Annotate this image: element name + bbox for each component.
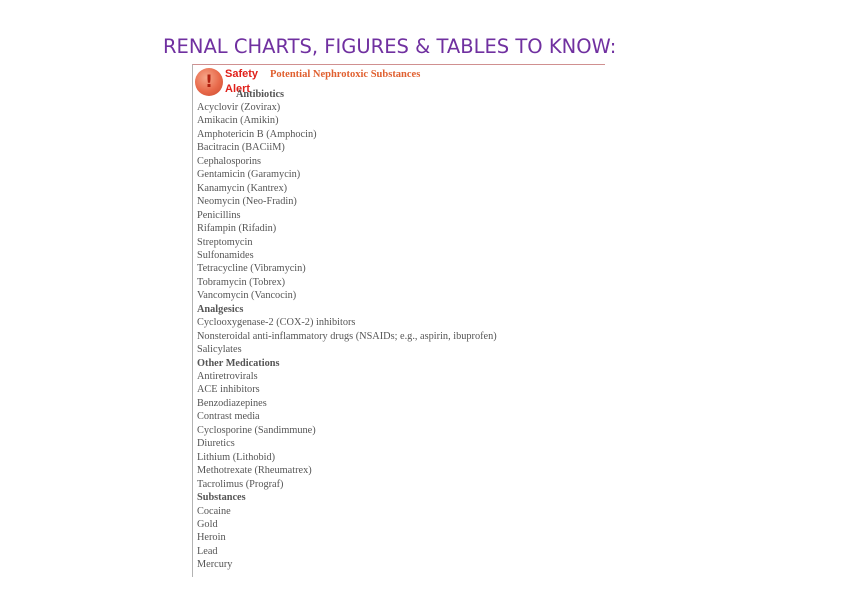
list-item: Bacitracin (BACiiM) — [197, 142, 285, 154]
list-item: Contrast media — [197, 411, 260, 423]
list-item: Kanamycin (Kantrex) — [197, 182, 288, 194]
list-item: Cocaine — [197, 505, 231, 517]
panel-title: Potential Nephrotoxic Substances — [270, 69, 421, 80]
list-item: Antiretrovirals — [197, 371, 258, 382]
list-item: Heroin — [197, 532, 226, 544]
list-item: Nonsteroidal anti-inflammatory drugs (NSAIDs; e.g., aspirin, ibuprofen) — [197, 330, 497, 342]
list-item: Rifampin (Rifadin) — [197, 223, 277, 235]
list-item: Gold — [197, 518, 218, 530]
page-title: RENAL CHARTS, FIGURES & TABLES TO KNOW: — [163, 35, 617, 58]
safety-alert-label-safety: Safety — [225, 68, 259, 80]
section-heading: Analgesics — [197, 303, 244, 315]
list-item: Cyclooxygenase-2 (COX-2) inhibitors — [197, 317, 356, 329]
safety-alert-panel — [192, 64, 605, 577]
list-item: Salicylates — [197, 344, 242, 356]
list-item: Tobramycin (Tobrex) — [197, 276, 286, 288]
list-item: Gentamicin (Garamycin) — [197, 169, 301, 181]
list-item: Neomycin (Neo-Fradin) — [197, 196, 297, 208]
exclamation-icon: ! — [195, 68, 223, 96]
list-item: Amikacin (Amikin) — [197, 115, 279, 127]
list-item: Mercury — [197, 559, 233, 571]
list-item: Lithium (Lithobid) — [197, 451, 276, 463]
list-item: Acyclovir (Zovirax) — [197, 102, 281, 113]
list-item: Streptomycin — [197, 236, 253, 248]
list-item: Amphotericin B (Amphocin) — [197, 128, 317, 140]
section-heading: Substances — [197, 492, 246, 504]
list-item: Cephalosporins — [197, 155, 262, 167]
list-item: Diuretics — [197, 438, 235, 450]
list-item: Penicillins — [197, 209, 241, 221]
list-item: Cyclosporine (Sandimmune) — [197, 424, 316, 436]
list-item: Tetracycline (Vibramycin) — [197, 263, 306, 275]
list-item: Tacrolimus (Prograf) — [197, 478, 284, 490]
list-item: Vancomycin (Vancocin) — [197, 290, 297, 302]
list-item: ACE inhibitors — [197, 384, 260, 396]
list-item: Methotrexate (Rheumatrex) — [197, 465, 312, 477]
list-item: Lead — [197, 545, 218, 557]
list-item: Benzodiazepines — [197, 397, 267, 409]
section-heading: Other Medications — [197, 357, 280, 369]
safety-alert-label-alert: Alert — [225, 83, 251, 95]
list-item: Sulfonamides — [197, 249, 254, 261]
section-heading: Antibiotics — [236, 89, 285, 100]
